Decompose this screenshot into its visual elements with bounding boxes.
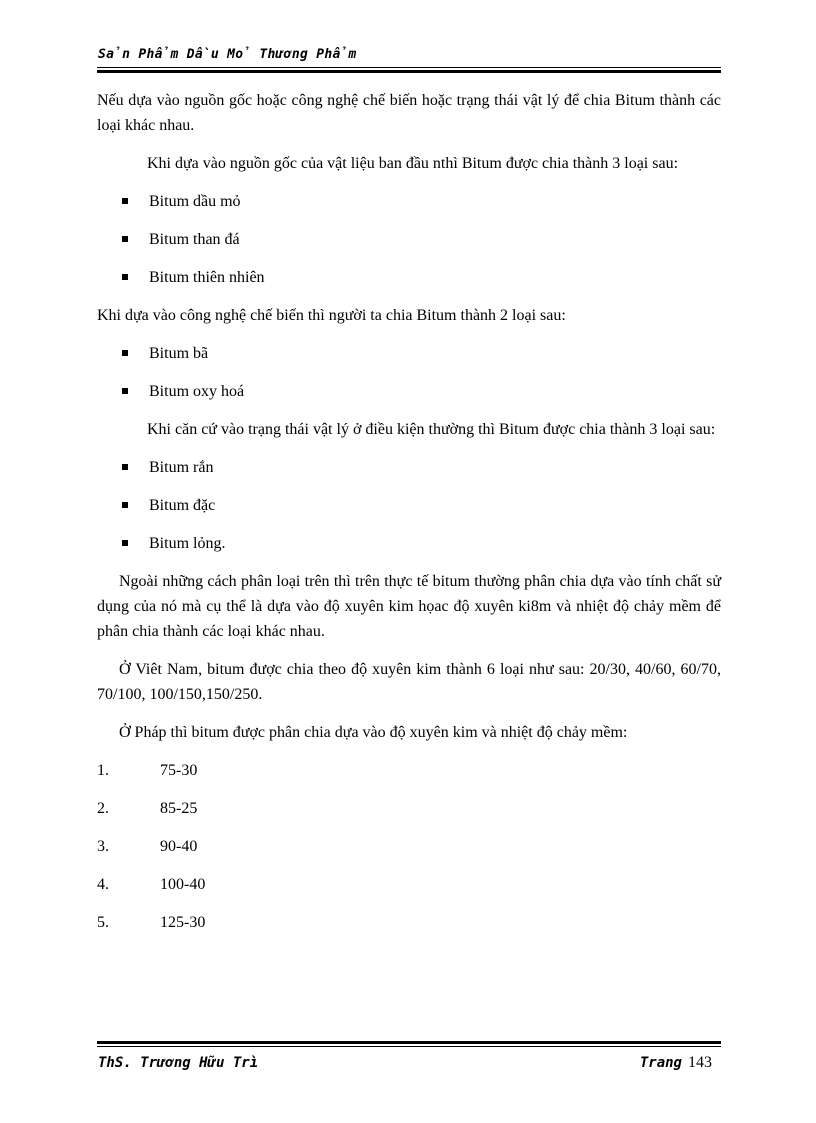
list-physical-state	[97, 455, 721, 556]
square-bullet-icon	[122, 350, 128, 356]
list-item	[97, 531, 721, 556]
list-index: 5.	[97, 914, 109, 931]
list-index: 4.	[97, 876, 109, 893]
square-bullet-icon	[122, 502, 128, 508]
footer-rule-thick	[97, 1041, 721, 1044]
list-item	[97, 227, 721, 252]
page-number: 143	[688, 1054, 712, 1071]
list-index: 2.	[97, 800, 109, 817]
page-label: Trang	[639, 1055, 682, 1071]
list-item	[97, 379, 721, 404]
list-item	[97, 872, 721, 897]
paragraph-technology: Khi dựa vào công nghệ chế biến thì người ta chia Bitum thành 2 loại sau:	[97, 307, 566, 324]
list-index: 1.	[97, 762, 109, 779]
list-value: 100-40	[160, 876, 206, 893]
list-item	[97, 341, 721, 366]
footer-author: ThS. Trương Hữu Trì	[98, 1055, 259, 1071]
list-item	[97, 189, 721, 214]
footer-rule-thin	[97, 1046, 721, 1047]
list-item-text: Bitum thiên nhiên	[149, 269, 265, 286]
paragraph-usage: Ngoài những cách phân loại trên thì trên thực tế bitum thường phân chia dựa vào tính chất sử dụng của nó mà cụ thể là dựa vào độ xuyên kim họac độ xuyên ki8m và nhiệt độ chảy mềm để phân chia thành các loại khác nhau.	[97, 573, 721, 640]
square-bullet-icon	[122, 274, 128, 280]
page-body	[97, 88, 721, 935]
header-rule-thin	[97, 67, 721, 68]
list-item-text: Bitum rắn	[149, 459, 214, 476]
paragraph-origin: Khi dựa vào nguồn gốc của vật liệu ban đầu nthì Bitum được chia thành 3 loại sau:	[147, 155, 679, 172]
page-number-block	[640, 1054, 712, 1072]
list-item	[97, 265, 721, 290]
list-item	[97, 493, 721, 518]
list-item-text: Bitum than đá	[149, 231, 240, 248]
list-item-text: Bitum lỏng.	[149, 535, 226, 552]
paragraph-france: Ở Pháp thì bitum được phân chia dựa vào độ xuyên kim và nhiệt độ chảy mềm:	[119, 724, 628, 741]
list-item-text: Bitum đặc	[149, 497, 216, 514]
list-item-text: Bitum oxy hoá	[149, 383, 245, 400]
list-value: 90-40	[160, 838, 198, 855]
square-bullet-icon	[122, 540, 128, 546]
numbered-list	[97, 758, 721, 935]
square-bullet-icon	[122, 198, 128, 204]
list-item	[97, 834, 721, 859]
list-value: 75-30	[160, 762, 198, 779]
paragraph-vietnam: Ở Viêt Nam, bitum được chia theo độ xuyên kim thành 6 loại như sau: 20/30, 40/60, 60/70, 70/100, 100/150,150/250.	[97, 661, 721, 703]
list-origin	[97, 189, 721, 290]
list-value: 125-30	[160, 914, 206, 931]
list-item	[97, 758, 721, 783]
square-bullet-icon	[122, 464, 128, 470]
page-header-title: Sản Phẩm Dầu Mỏ Thương Phẩm	[98, 47, 357, 62]
list-item-text: Bitum dầu mỏ	[149, 193, 241, 210]
list-item	[97, 796, 721, 821]
header-rule-thick	[97, 70, 721, 73]
paragraph-intro: Nếu dựa vào nguồn gốc hoặc công nghệ chế biến hoặc trạng thái vật lý để chia Bitum thành các loại khác nhau.	[97, 92, 721, 134]
list-technology	[97, 341, 721, 404]
list-item	[97, 455, 721, 480]
list-value: 85-25	[160, 800, 198, 817]
list-item	[97, 910, 721, 935]
paragraph-physical-state: Khi căn cứ vào trạng thái vật lý ở điều kiện thường thì Bitum được chia thành 3 loại sau:	[147, 421, 716, 438]
square-bullet-icon	[122, 236, 128, 242]
square-bullet-icon	[122, 388, 128, 394]
list-item-text: Bitum bã	[149, 345, 209, 362]
list-index: 3.	[97, 838, 109, 855]
